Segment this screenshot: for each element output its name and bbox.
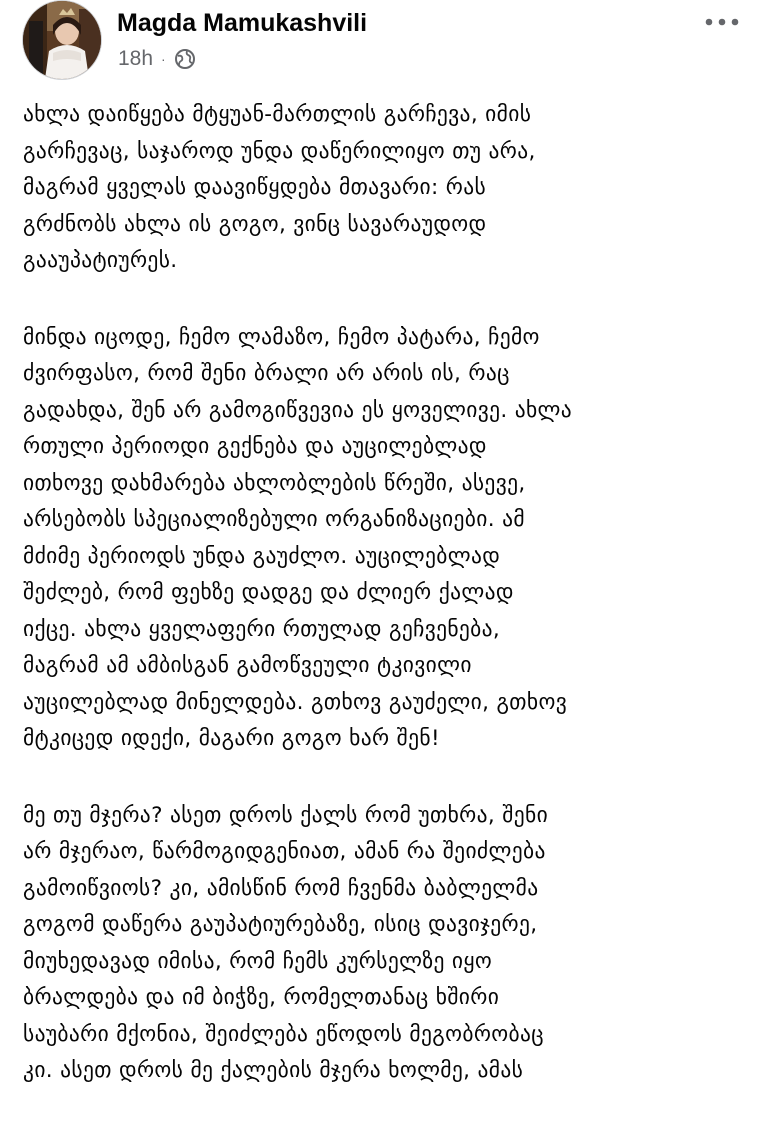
post-meta: [118, 45, 196, 73]
more-options-button[interactable]: [700, 8, 744, 36]
post-body: [23, 97, 751, 1130]
meta-separator: ·: [161, 51, 166, 67]
author-name[interactable]: Magda Mamukashvili: [117, 9, 368, 37]
more-horizontal-icon: [704, 17, 740, 27]
post-paragraph-3: მე თუ მჯერა? ასეთ დროს ქალს რომ უთხრა, შენი არ მჯერაო, წარმოგიდგენიათ, ამან რა შეიძლება გამოიწვიოს? კი, ამისწინ რომ ჩვენმა ბაბლელმა გოგომ დაწერა გაუპატიურებაზე, ისიც დავიჯერე, მიუხედავად იმისა, რომ ჩემს კურსელზე იყო ბრალდება და იმ ბიჭზე, რომელთანაც ხშირი საუბარი მქონია, შეიძლება ეწოდოს მეგობრობაც კი. ასეთ დროს მე ქალების მჯერა ხოლმე, ამას: [23, 802, 549, 1083]
avatar[interactable]: [23, 1, 101, 79]
post-paragraph-1: ახლა დაიწყება მტყუან-მართლის გარჩევა, იმის გარჩევაც, საჯაროდ უნდა დაწერილიყო თუ არა, მაგრამ ყველას დაავიწყდება მთავარი: რას გრძნობს ახლა ის გოგო, ვინც სავარაუდოდ გააუპატიურეს.: [23, 102, 536, 273]
post-timestamp[interactable]: 18h: [118, 47, 154, 70]
post-paragraph-2: მინდა იცოდე, ჩემო ლამაზო, ჩემო პატარა, ჩემო ძვირფასო, რომ შენი ბრალი არ არის ის, რაც გადახდა, შენ არ გამოგიწვევია ეს ყოველივე. ახლა რთული პერიოდი გექნება და აუცილებლად ითხოვე დახმარება ახლობლების წრეში, ასევე, არსებობს სპეციალიზებული ორგანიზაციები. ამ მძიმე პერიოდს უნდა გაუძლო. აუცილებლად შეძლებ, რომ ფეხზე დადგე და ძლიერ ქალად იქცე. ახლა ყველაფერი რთულად გეჩვენება, მაგრამ ამ ამბისგან გამოწვეული ტკივილი აუცილებლად მინელდება. გთხოვ გაუძელი, გთხოვ მტკიცედ იდექი, მაგარი გოგო ხარ შენ!: [23, 324, 573, 751]
avatar-photo: [23, 1, 101, 79]
globe-icon[interactable]: [174, 48, 196, 70]
post-header: [0, 0, 764, 84]
